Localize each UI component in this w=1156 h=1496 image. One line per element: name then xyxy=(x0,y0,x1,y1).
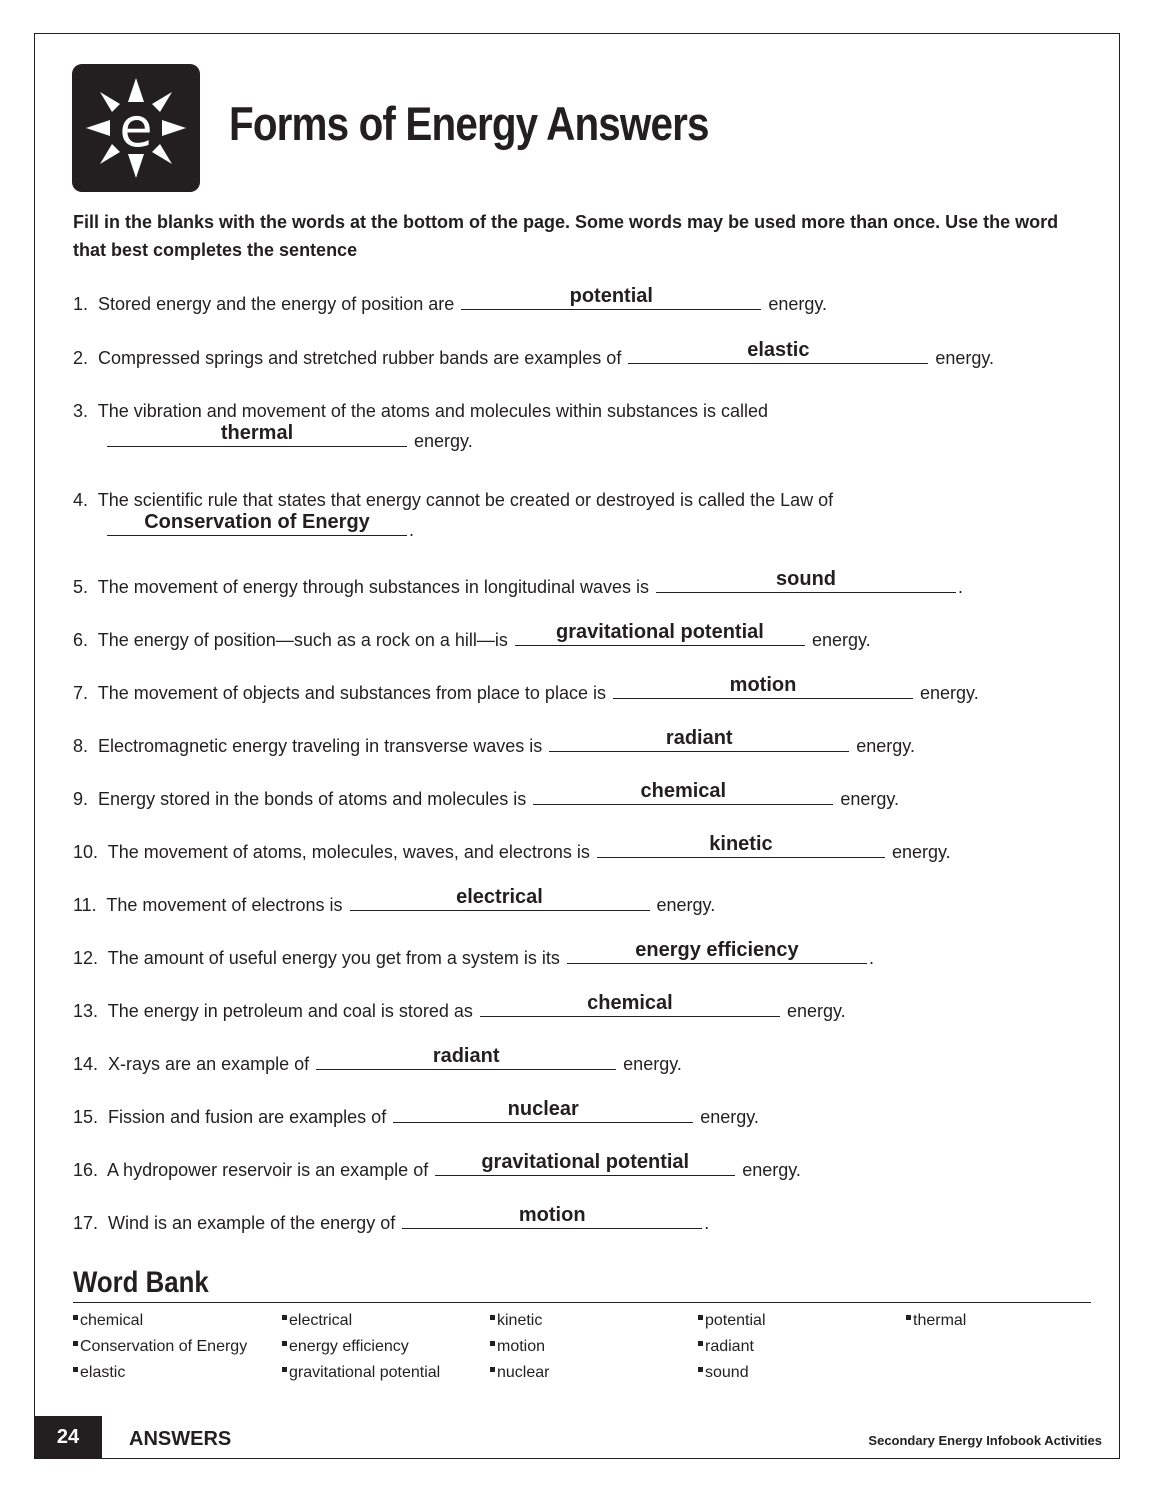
sun-e-icon xyxy=(72,64,200,192)
question-suffix: energy. xyxy=(891,842,951,862)
question-number: 3. xyxy=(73,401,89,421)
question-text: The movement of atoms, molecules, waves, and electrons is xyxy=(107,842,590,862)
question-text: The movement of electrons is xyxy=(106,895,343,915)
question-14 xyxy=(73,1045,682,1079)
question-text: The scientific rule that states that energy cannot be created or destroyed is called the Law of xyxy=(97,490,834,510)
question-text: The movement of energy through substances in longitudinal waves is xyxy=(97,577,650,597)
answer-text: gravitational potential xyxy=(481,1151,690,1173)
word-bank-item xyxy=(73,1364,125,1382)
answer-text: nuclear xyxy=(507,1098,579,1120)
question-line xyxy=(73,339,995,373)
answer-text: chemical xyxy=(640,780,727,802)
answer-text: chemical xyxy=(587,992,673,1014)
question-number: 8. xyxy=(73,736,89,756)
word-bank-word: radiant xyxy=(705,1338,754,1355)
bullet-square-icon xyxy=(73,1341,78,1346)
question-11 xyxy=(73,886,716,920)
question-line xyxy=(73,285,828,319)
answer-blank[interactable] xyxy=(628,339,928,364)
question-line xyxy=(73,727,915,761)
answer-text: radiant xyxy=(665,727,733,749)
answer-blank[interactable] xyxy=(567,939,867,964)
answer-text: kinetic xyxy=(709,833,773,855)
question-suffix: . xyxy=(704,1213,710,1233)
answer-text: Conservation of Energy xyxy=(144,511,370,533)
question-text: The energy of position—such as a rock on a hill—is xyxy=(97,630,508,650)
answer-blank[interactable] xyxy=(316,1045,616,1070)
question-line xyxy=(73,833,951,867)
question-17 xyxy=(73,1204,710,1238)
question-number: 11. xyxy=(73,895,97,915)
word-bank xyxy=(73,1312,1091,1392)
answer-text: potential xyxy=(569,285,653,307)
question-line xyxy=(73,621,871,655)
question-3 xyxy=(73,396,768,456)
answer-blank[interactable] xyxy=(613,674,913,699)
bullet-square-icon xyxy=(282,1367,287,1372)
bullet-square-icon xyxy=(698,1315,703,1320)
question-suffix: energy. xyxy=(700,1107,759,1127)
question-number: 6. xyxy=(73,630,89,650)
answer-text: radiant xyxy=(432,1045,500,1067)
answer-blank[interactable] xyxy=(393,1098,693,1123)
answer-blank[interactable] xyxy=(107,422,407,447)
question-text: Wind is an example of the energy of xyxy=(108,1213,396,1233)
question-line xyxy=(73,939,874,973)
bullet-square-icon xyxy=(698,1341,703,1346)
question-text: Fission and fusion are examples of xyxy=(108,1107,387,1127)
question-13 xyxy=(73,992,846,1026)
question-9 xyxy=(73,780,900,814)
question-line xyxy=(73,1098,759,1132)
answer-text: gravitational potential xyxy=(556,621,764,643)
question-10 xyxy=(73,833,951,867)
question-suffix: . xyxy=(868,948,874,968)
word-bank-word: chemical xyxy=(80,1312,144,1329)
question-text: The energy in petroleum and coal is stored as xyxy=(107,1001,473,1021)
answer-blank[interactable] xyxy=(402,1204,702,1229)
question-4 xyxy=(73,485,833,545)
section-label: ANSWERS xyxy=(129,1428,232,1450)
word-bank-item xyxy=(282,1312,352,1330)
question-suffix: energy. xyxy=(768,294,828,314)
word-bank-item xyxy=(490,1364,549,1382)
question-16 xyxy=(73,1151,801,1185)
bullet-square-icon xyxy=(906,1315,911,1320)
question-12 xyxy=(73,939,874,973)
bullet-square-icon xyxy=(282,1341,287,1346)
bullet-square-icon xyxy=(73,1367,78,1372)
svg-text:e: e xyxy=(119,96,153,159)
word-bank-item xyxy=(73,1338,247,1356)
question-number: 13. xyxy=(73,1001,99,1021)
energy-logo xyxy=(72,64,200,192)
question-suffix: . xyxy=(409,520,415,540)
word-bank-word: energy efficiency xyxy=(289,1338,409,1355)
question-6 xyxy=(73,621,871,655)
bullet-square-icon xyxy=(282,1315,287,1320)
question-line xyxy=(73,422,768,456)
word-bank-word: thermal xyxy=(913,1312,967,1329)
answer-text: thermal xyxy=(220,422,294,444)
question-8 xyxy=(73,727,915,761)
question-number: 7. xyxy=(73,683,89,703)
question-number: 2. xyxy=(73,348,89,368)
question-line xyxy=(73,511,833,545)
answer-blank[interactable] xyxy=(549,727,849,752)
question-suffix: energy. xyxy=(856,736,915,756)
question-text: Compressed springs and stretched rubber bands are examples of xyxy=(98,348,622,368)
word-bank-item xyxy=(698,1312,766,1330)
question-text: Electromagnetic energy traveling in transverse waves is xyxy=(98,736,543,756)
word-bank-word: nuclear xyxy=(497,1364,550,1381)
question-number: 5. xyxy=(73,577,89,597)
word-bank-word: electrical xyxy=(289,1312,353,1329)
page-title: Forms of Energy Answers xyxy=(229,97,709,150)
question-number: 16. xyxy=(73,1160,99,1180)
question-number: 12. xyxy=(73,948,99,968)
word-bank-word: Conservation of Energy xyxy=(80,1338,248,1355)
question-number: 1. xyxy=(73,294,89,314)
bullet-square-icon xyxy=(490,1367,495,1372)
question-number: 14. xyxy=(73,1054,99,1074)
answer-text: motion xyxy=(518,1204,586,1226)
answer-blank[interactable] xyxy=(480,992,780,1017)
answer-blank[interactable] xyxy=(656,568,956,593)
question-line xyxy=(73,992,846,1026)
question-line xyxy=(73,1045,682,1079)
bullet-square-icon xyxy=(73,1315,78,1320)
book-title: Secondary Energy Infobook Activities xyxy=(868,1433,1102,1448)
bullet-square-icon xyxy=(490,1315,495,1320)
word-bank-word: elastic xyxy=(80,1364,126,1381)
word-bank-item xyxy=(490,1338,545,1356)
word-bank-word: gravitational potential xyxy=(289,1364,441,1381)
question-text: X-rays are an example of xyxy=(108,1054,310,1074)
bullet-square-icon xyxy=(698,1367,703,1372)
question-5 xyxy=(73,568,964,602)
question-number: 9. xyxy=(73,789,89,809)
word-bank-word: potential xyxy=(705,1312,766,1329)
question-15 xyxy=(73,1098,759,1132)
answer-blank[interactable] xyxy=(533,780,833,805)
page-number: 24 xyxy=(34,1416,102,1459)
question-text: Stored energy and the energy of position are xyxy=(98,294,455,314)
word-bank-item xyxy=(282,1364,440,1382)
question-1 xyxy=(73,285,828,319)
word-bank-word: sound xyxy=(705,1364,749,1381)
question-suffix: energy. xyxy=(786,1001,846,1021)
question-suffix: energy. xyxy=(414,431,473,451)
word-bank-item xyxy=(282,1338,409,1356)
bullet-square-icon xyxy=(490,1341,495,1346)
question-suffix: energy. xyxy=(811,630,871,650)
question-suffix: energy. xyxy=(623,1054,682,1074)
question-number: 4. xyxy=(73,490,89,510)
question-number: 10. xyxy=(73,842,99,862)
answer-text: energy efficiency xyxy=(635,939,799,961)
answer-text: elastic xyxy=(747,339,810,361)
question-text: The amount of useful energy you get from a system is its xyxy=(107,948,560,968)
question-suffix: energy. xyxy=(656,895,716,915)
question-suffix: energy. xyxy=(920,683,979,703)
word-bank-title: Word Bank xyxy=(73,1266,209,1299)
word-bank-item xyxy=(73,1312,143,1330)
question-text: Energy stored in the bonds of atoms and molecules is xyxy=(98,789,527,809)
question-7 xyxy=(73,674,979,708)
word-bank-word: motion xyxy=(497,1338,546,1355)
question-text: The movement of objects and substances from place to place is xyxy=(97,683,606,703)
word-bank-divider xyxy=(73,1302,1091,1303)
question-line xyxy=(73,1204,710,1238)
answer-blank[interactable] xyxy=(107,511,407,536)
question-suffix: . xyxy=(958,577,964,597)
answer-text: motion xyxy=(729,674,797,696)
question-number: 17. xyxy=(73,1213,99,1233)
question-suffix: energy. xyxy=(742,1160,801,1180)
question-line xyxy=(73,568,964,602)
word-bank-item xyxy=(698,1338,754,1356)
answer-blank[interactable] xyxy=(461,285,761,310)
answer-text: sound xyxy=(776,568,837,590)
question-line xyxy=(73,780,900,814)
word-bank-item xyxy=(698,1364,749,1382)
answer-blank[interactable] xyxy=(435,1151,735,1176)
answer-blank[interactable] xyxy=(515,621,805,646)
answer-blank[interactable] xyxy=(597,833,885,858)
answer-blank[interactable] xyxy=(350,886,650,911)
question-text: A hydropower reservoir is an example of xyxy=(107,1160,429,1180)
instructions: Fill in the blanks with the words at the bottom of the page. Some words may be used more than once. Use the word that best completes the sentence xyxy=(73,212,1059,260)
question-2 xyxy=(73,339,995,373)
question-line xyxy=(73,674,979,708)
question-number: 15. xyxy=(73,1107,99,1127)
question-line xyxy=(73,1151,801,1185)
word-bank-item xyxy=(490,1312,542,1330)
question-line xyxy=(73,886,716,920)
word-bank-item xyxy=(906,1312,966,1330)
question-suffix: energy. xyxy=(935,348,995,368)
question-suffix: energy. xyxy=(840,789,900,809)
answer-text: electrical xyxy=(456,886,543,908)
word-bank-word: kinetic xyxy=(497,1312,543,1329)
question-text: The vibration and movement of the atoms and molecules within substances is called xyxy=(97,401,769,421)
